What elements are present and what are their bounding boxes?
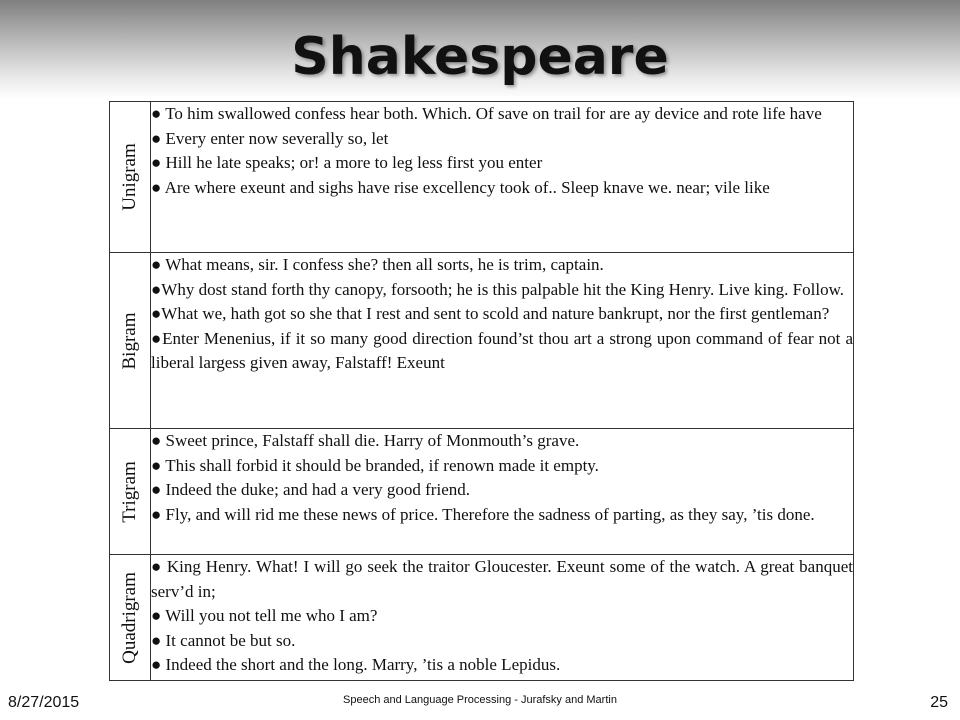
table-row-quadrigram [110, 555, 854, 681]
row-label-unigram: Unigram [119, 143, 140, 211]
row-lines-cell [151, 429, 854, 555]
sample-line: ● What means, sir. I confess she? then all sorts, he is trim, captain. [151, 255, 604, 274]
sample-line: ● This shall forbid it should be branded, if renown made it empty. [151, 455, 599, 475]
sample-line: ●What we, hath got so she that I rest and sent to scold and nature bankrupt, nor the first gentleman? [151, 304, 830, 323]
sample-line: ● Indeed the short and the long. Marry, ’tis a noble Lepidus. [151, 655, 561, 674]
sample-line: ●Why dost stand forth thy canopy, forsooth; he is this palpable hit the King Henry. Live king. Follow. [151, 279, 844, 299]
sample-line: ● Are where exeunt and sighs have rise excellency took of.. Sleep knave we. near; vile like [151, 177, 770, 197]
row-label-trigram: Trigram [119, 460, 140, 523]
sample-line: ●Enter Menenius, if it so many good direction found’st thou art a strong upon command of fear not a liberal largess given away, Falstaff! Exeunt [151, 328, 853, 372]
row-label-cell [110, 429, 151, 555]
row-lines-cell [151, 102, 854, 253]
sample-line: ● Sweet prince, Falstaff shall die. Harry of Monmouth’s grave. [151, 431, 580, 450]
ngram-table-panel [104, 96, 857, 682]
sample-line: ● Fly, and will rid me these news of price. Therefore the sadness of parting, as they say, ’tis done. [151, 504, 815, 524]
row-label-cell [110, 102, 151, 253]
sample-line: ● King Henry. What! I will go seek the traitor Gloucester. Exeunt some of the watch. A great banquet serv’d in; [151, 557, 853, 601]
sample-line: ● It cannot be but so. [151, 630, 296, 650]
row-label-bigram: Bigram [119, 312, 140, 369]
sample-line: ● Will you not tell me who I am? [151, 606, 378, 625]
sample-line: ● Hill he late speaks; or! a more to leg less first you enter [151, 153, 543, 172]
row-label-quadrigram: Quadrigram [119, 571, 140, 664]
row-label-cell [110, 555, 151, 681]
footer-page-number: 25 [930, 694, 948, 711]
row-lines-cell [151, 253, 854, 429]
sample-line: ● Indeed the duke; and had a very good friend. [151, 480, 470, 499]
row-label-cell [110, 253, 151, 429]
table-row-bigram [110, 253, 854, 429]
footer-date: 8/27/2015 [8, 694, 80, 711]
footer-course-title: Speech and Language Processing - Jurafsky and Martin [343, 694, 617, 706]
row-lines-cell [151, 555, 854, 681]
slide-title: Shakespeare [291, 27, 669, 87]
table-row-trigram [110, 429, 854, 555]
sample-line: ● Every enter now severally so, let [151, 128, 389, 148]
table-row-unigram [110, 102, 854, 253]
sample-line: ● To him swallowed confess hear both. Which. Of save on trail for are ay device and rote life have [151, 104, 822, 123]
ngram-samples-table [109, 101, 854, 681]
